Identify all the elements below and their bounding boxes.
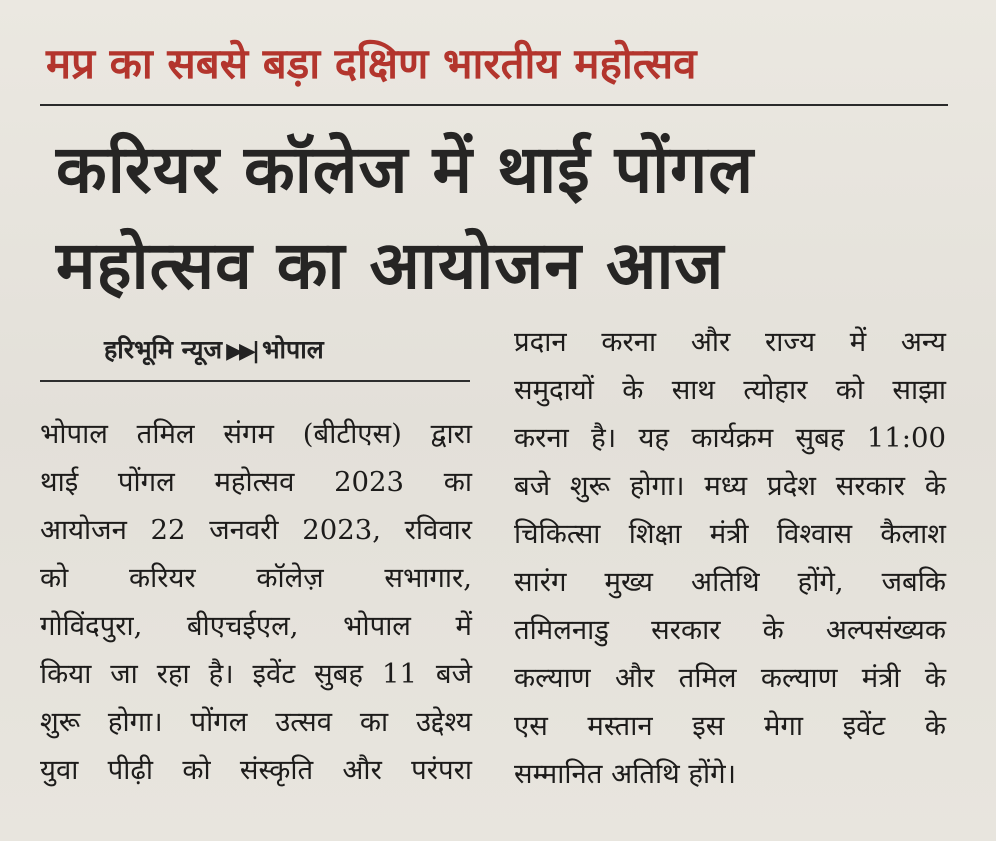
kicker-headline: मप्र का सबसे बड़ा दक्षिण भारतीय महोत्सव: [46, 39, 697, 88]
column2-line: करना है। यह कार्यक्रम सुबह 11:00: [514, 422, 946, 454]
column1-line: भोपाल तमिल संगम (बीटीएस) द्वारा: [40, 418, 472, 450]
byline-arrow-icon: ▶▶|: [226, 339, 256, 364]
column2-line: तमिलनाडु सरकार के अल्पसंख्यक: [514, 614, 946, 646]
column2-line: प्रदान करना और राज्य में अन्य: [514, 326, 946, 358]
column1-line: थाई पोंगल महोत्सव 2023 का: [40, 466, 472, 498]
byline-city: भोपाल: [261, 335, 324, 364]
headline-divider: [40, 104, 948, 106]
column2-line: एस मस्तान इस मेगा इवेंट के: [514, 710, 946, 742]
column2-line: बजे शुरू होगा। मध्य प्रदेश सरकार के: [514, 470, 946, 502]
column2-line: कल्याण और तमिल कल्याण मंत्री के: [514, 662, 946, 694]
byline: [104, 330, 324, 372]
byline-divider: [40, 380, 470, 382]
column1-line: शुरू होगा। पोंगल उत्सव का उद्देश्य: [40, 706, 472, 738]
column2-line: चिकित्सा शिक्षा मंत्री विश्वास कैलाश: [514, 518, 946, 550]
column1-line: गोविंदपुरा, बीएचईएल, भोपाल में: [40, 610, 472, 642]
byline-source: हरिभूमि न्यूज: [104, 335, 223, 364]
column1-line: को करियर कॉलेज़ सभागार,: [40, 562, 472, 594]
column1-line: आयोजन 22 जनवरी 2023, रविवार: [40, 514, 472, 546]
column2-line: सम्मानित अतिथि होंगे।: [514, 758, 737, 790]
column2-line: सारंग मुख्य अतिथि होंगे, जबकि: [514, 566, 946, 598]
headline-line-1: करियर कॉलेज में थाई पोंगल: [56, 131, 755, 208]
column1-line: किया जा रहा है। इवेंट सुबह 11 बजे: [40, 658, 472, 690]
column1-line: युवा पीढ़ी को संस्कृति और परंपरा: [40, 754, 472, 786]
column2-line: समुदायों के साथ त्योहार को साझा: [514, 374, 946, 406]
headline-line-2: महोत्सव का आयोजन आज: [56, 227, 725, 304]
